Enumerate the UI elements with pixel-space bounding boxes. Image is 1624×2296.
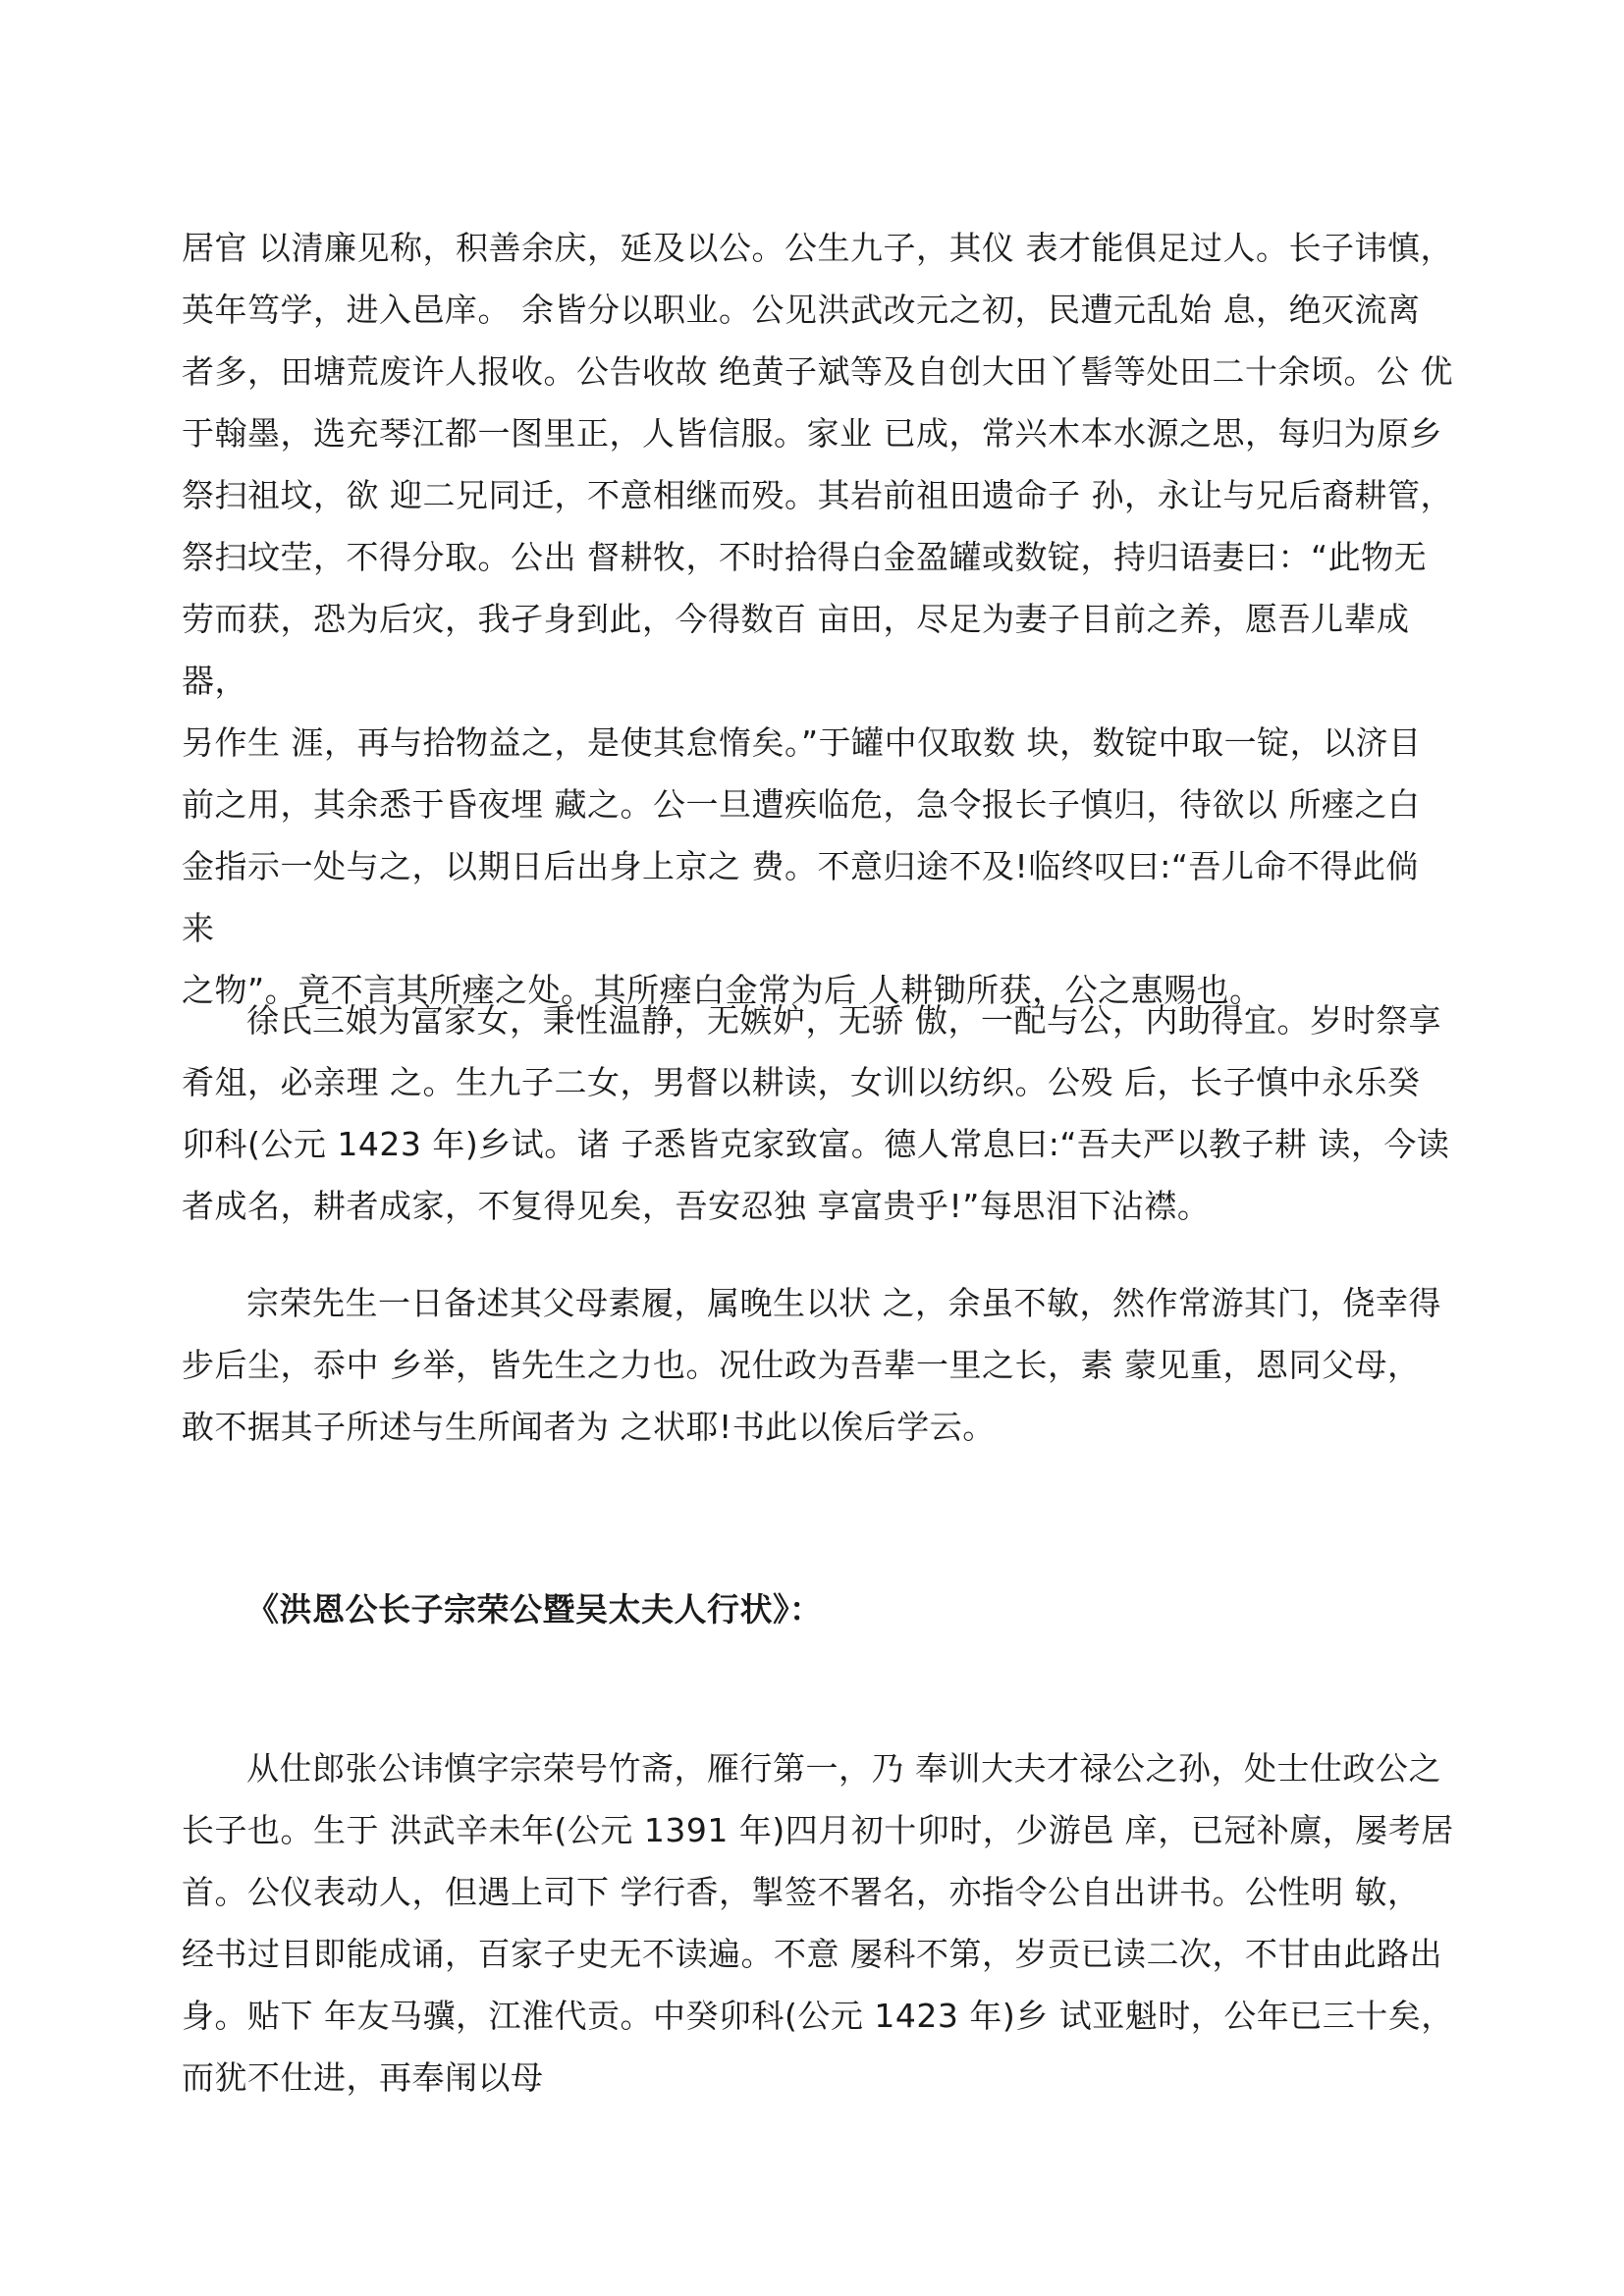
section-heading: 《洪恩公长子宗荣公暨吴太夫人行状》： [246,1590,823,1629]
paragraph-zongrong-biography: 从仕郎张公讳慎字宗荣号竹斋，雁行第一，乃 奉训大夫才禄公之孙，处士仕政公之 长子也。生于 洪武辛未年(公元 1391 年)四月初十卯时，少游邑 庠，已冠补廪，屡考居 首。公仪表动人，但遇上司下 学行香，掣签不署名，亦指令公自出讲书。公性明 敏， 经书过目即能成诵，百家子史无不读遍。不意 屡科不第，岁贡已读二次，不甘由此路出 身。贴下 年友马骥，江淮代贡。中癸卯科(公元 1423 年)乡 试亚魁时，公年已三十矣， 而犹不仕进，再奉闱以母 [182,1749,1454,2097]
paragraph-zhang-shizheng-biography: 居官 以清廉见称，积善余庆，延及以公。公生九子，其仪 表才能俱足过人。长子讳慎， 英年笃学，进入邑庠。 余皆分以职业。公见洪武改元之初，民遭元乱始 息，绝灭流离 者多，田塘荒废许人报收。公告收故 绝黄子斌等及自创大田丫髻等处田二十余顷。公 优 于翰墨，选充琴江都一图里正，人皆信服。家业 已成，常兴木本水源之思，每归为原乡 祭扫祖坟，欲 迎二兄同迁，不意相继而殁。其岩前祖田遗命子 孙，永让与兄后裔耕管， 祭扫坟茔，不得分取。公出 督耕牧，不时拾得白金盈罐或数锭，持归语妻曰：“此物无 劳而获，恐为后灾，我孑身到此，今得数百 亩田，尽足为妻子目前之养，愿吾儿辈成器， 另作生 涯，再与拾物益之，是使其怠惰矣。”于罐中仅取数 块，数锭中取一锭，以济目 前之用，其余悉于昏夜埋 藏之。公一旦遭疾临危，急令报长子慎归，待欲以 所瘗之白 金指示一处与之，以期日后出身上京之 费。不意归途不及!临终叹曰:“吾儿命不得此倘 来 之物”。竟不言其所瘗之处。其所瘗白金常为后 人耕锄所获，公之惠赐也。 [182,229,1453,1009]
paragraph-madam-xu: 徐氏三娘为富家女，秉性温静，无嫉妒，无骄 傲，一配与公，内助得宜。岁时祭享 肴俎，必亲理 之。生九子二女，男督以耕读，女训以纺织。公殁 后，长子慎中永乐癸 卯科(公元 1423 年)乡试。诸 子悉皆克家致富。德人常息曰:“吾夫严以教子耕 读，今读 者成名，耕者成家，不复得见矣，吾安忍独 享富贵乎!”每思泪下沾襟。 [182,1001,1450,1225]
paragraph-author-note: 宗荣先生一日备述其父母素履，属晚生以状 之，余虽不敏，然作常游其门，侥幸得 步后尘，忝中 乡举，皆先生之力也。况仕政为吾辈一里之长，素 蒙见重，恩同父母， 敢不据其子所述与生所闻者为 之状耶!书此以俟后学云。 [182,1284,1441,1446]
